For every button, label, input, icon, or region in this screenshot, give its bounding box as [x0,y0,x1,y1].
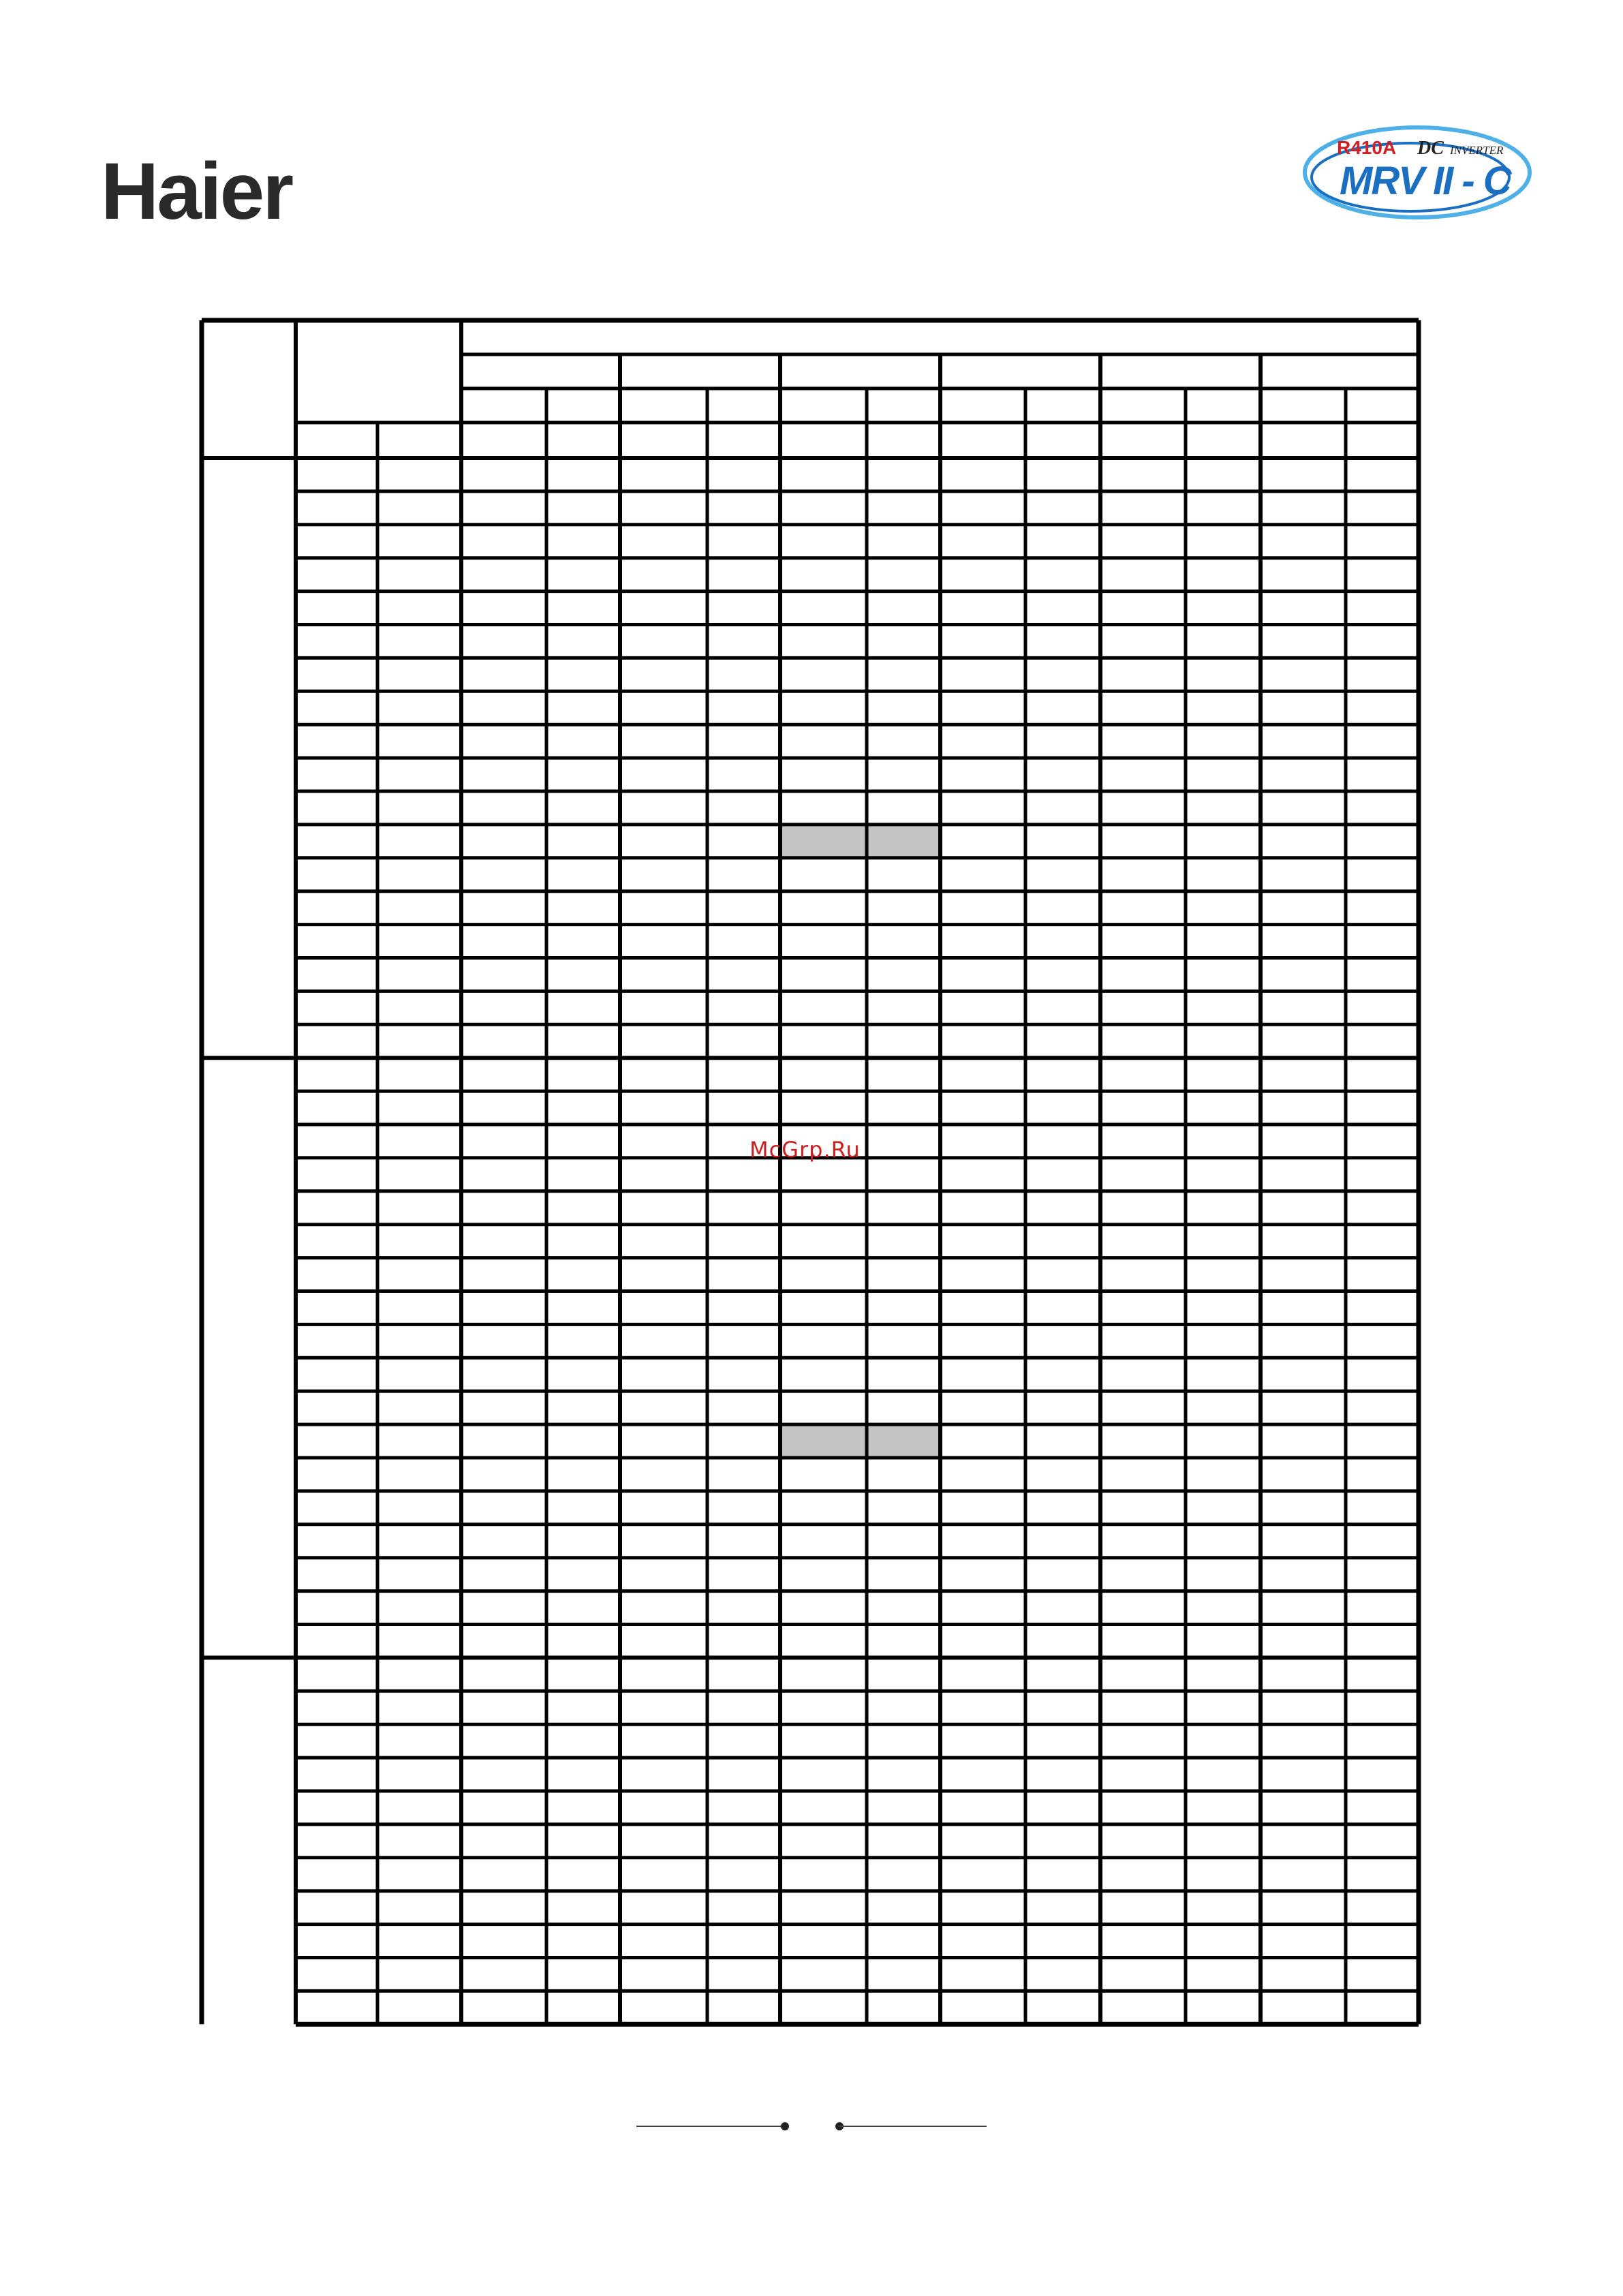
logo-tech: DC [1417,138,1444,159]
highlighted-cell [780,825,867,858]
logo-series: MRV II - C [1340,159,1511,203]
haier-logo: Haier [101,147,292,236]
footer-page-number-rule [634,2119,988,2133]
highlighted-cell [867,1424,940,1458]
watermark: McGrp.Ru [749,1137,861,1163]
logo-tech-sub: INVERTER [1450,144,1504,157]
highlighted-cell [780,1424,867,1458]
logo-refrigerant: R410A [1337,137,1397,158]
footer-dot-left [781,2122,789,2130]
highlighted-cell [867,825,940,858]
